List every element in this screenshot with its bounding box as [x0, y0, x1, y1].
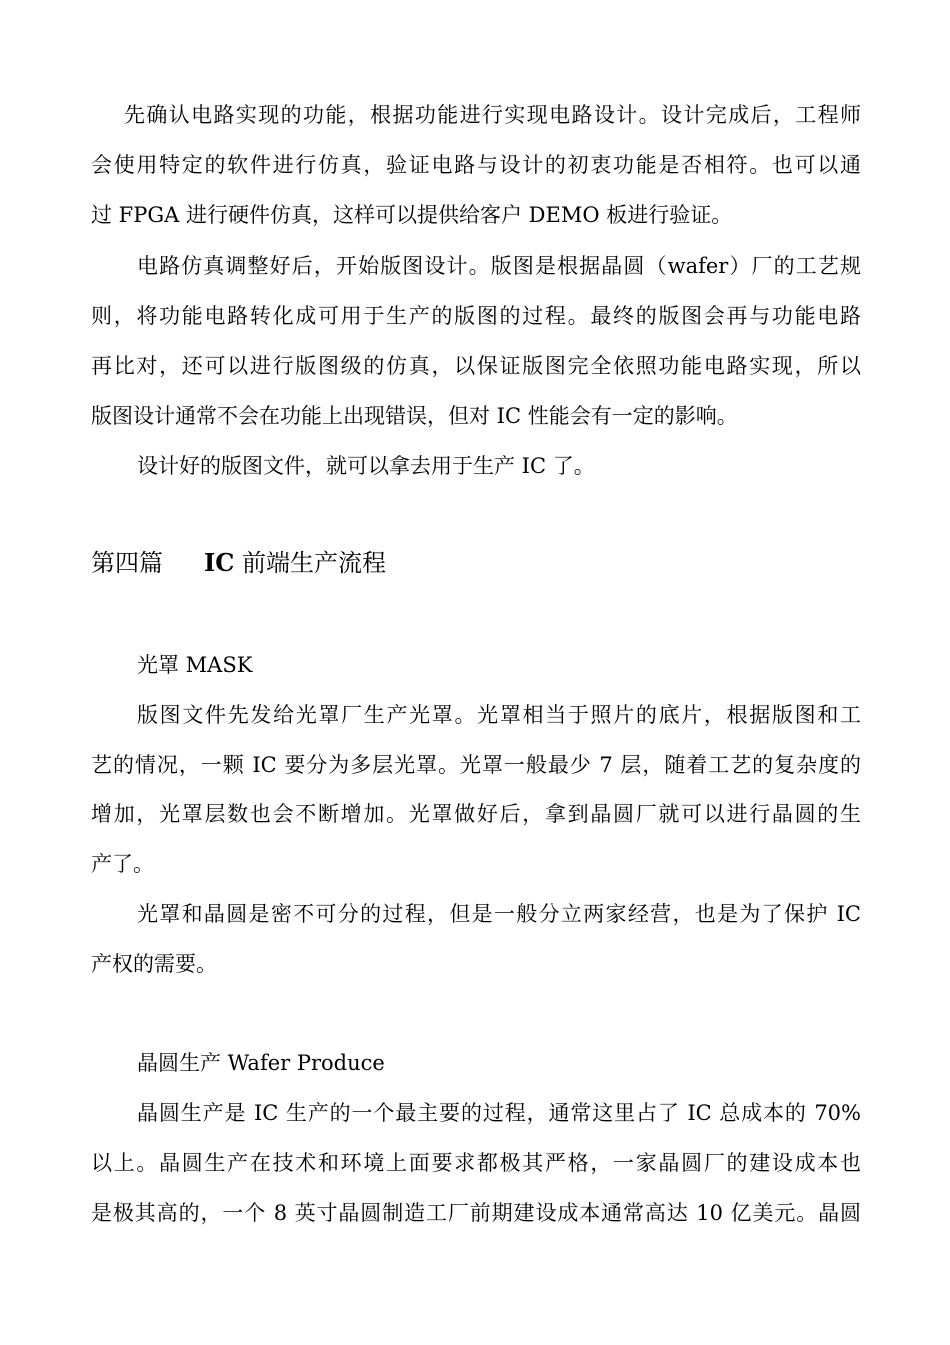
paragraph-line: 设计好的版图文件，就可以拿去用于生产 IC 了。 — [137, 454, 595, 478]
paragraph-line: 产权的需要。 — [91, 952, 217, 976]
paragraph-line: 产了。 — [91, 852, 154, 876]
paragraph-line: 艺的情况，一颗 IC 要分为多层光罩。光罩一般最少 7 层，随着工艺的复杂度的 — [91, 753, 861, 777]
paragraph-line: 会使用特定的软件进行仿真，验证电路与设计的初衷功能是否相符。也可以通 — [91, 153, 861, 177]
chapter-heading — [91, 547, 386, 579]
paragraph-line: 版图文件先发给光罩厂生产光罩。光罩相当于照片的底片，根据版图和工 — [137, 703, 861, 727]
paragraph-line: 再比对，还可以进行版图级的仿真，以保证版图完全依照功能电路实现，所以 — [91, 354, 861, 378]
paragraph-line: 是极其高的，一个 8 英寸晶圆制造工厂前期建设成本通常高达 10 亿美元。晶圆 — [91, 1201, 861, 1225]
paragraph-line: 先确认电路实现的功能，根据功能进行实现电路设计。设计完成后，工程师 — [124, 103, 861, 127]
paragraph-line: 电路仿真调整好后，开始版图设计。版图是根据晶圆（wafer）厂的工艺规 — [137, 254, 861, 278]
chapter-title: 前端生产流程 — [241, 549, 386, 577]
paragraph-line: 晶圆生产是 IC 生产的一个最主要的过程，通常这里占了 IC 总成本的 70% — [137, 1101, 861, 1125]
paragraph-line: 光罩和晶圆是密不可分的过程，但是一般分立两家经营，也是为了保护 IC — [137, 902, 861, 926]
paragraph-line: 则，将功能电路转化成可用于生产的版图的过程。最终的版图会再与功能电路 — [91, 304, 861, 328]
paragraph-line: 过 FPGA 进行硬件仿真，这样可以提供给客户 DEMO 板进行验证。 — [91, 203, 733, 227]
section-subheading: 晶圆生产 Wafer Produce — [137, 1051, 385, 1075]
chapter-number: 第四篇 — [91, 549, 163, 577]
chapter-ic: IC — [204, 548, 235, 577]
paragraph-line: 增加，光罩层数也会不断增加。光罩做好后，拿到晶圆厂就可以进行晶圆的生 — [91, 802, 861, 826]
paragraph-line: 版图设计通常不会在功能上出现错误，但对 IC 性能会有一定的影响。 — [91, 404, 738, 428]
section-subheading: 光罩 MASK — [137, 653, 253, 677]
paragraph-line: 以上。晶圆生产在技术和环境上面要求都极其严格，一家晶圆厂的建设成本也 — [91, 1151, 861, 1175]
